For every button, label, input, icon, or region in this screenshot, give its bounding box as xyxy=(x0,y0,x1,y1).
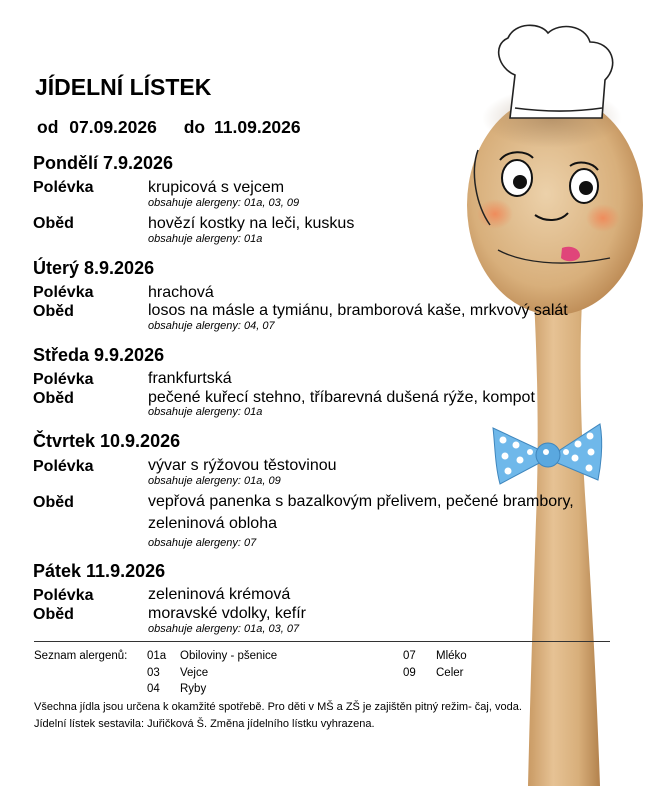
lunch-allergens: obsahuje alergeny: 07 xyxy=(148,537,257,549)
lunch-name: moravské vdolky, kefír xyxy=(148,605,306,622)
date-range xyxy=(37,117,301,138)
lunch-name: losos na másle a tymiánu, bramborová kaše, mrkvový salát xyxy=(148,302,568,319)
soup-label: Polévka xyxy=(33,371,94,388)
allergen-list-label: Seznam alergenů: xyxy=(34,650,128,662)
soup-label: Polévka xyxy=(33,458,94,475)
note-author: Jídelní lístek sestavila: Juřičková Š. Změna jídelního lístku vyhrazena. xyxy=(34,718,375,730)
lunch-label: Oběd xyxy=(33,303,74,320)
soup-name: hrachová xyxy=(148,284,214,301)
soup-allergens: obsahuje alergeny: 01a, 03, 09 xyxy=(148,197,300,209)
lunch-name: hovězí kostky na leči, kuskus xyxy=(148,215,355,232)
lunch-label: Oběd xyxy=(33,494,74,511)
lunch-label: Oběd xyxy=(33,606,74,623)
date-to-label: do xyxy=(183,117,206,137)
allergen-code: 04 xyxy=(147,683,160,695)
lunch-allergens: obsahuje alergeny: 01a, 03, 07 xyxy=(148,623,300,635)
soup-allergens: obsahuje alergeny: 01a, 09 xyxy=(148,475,281,487)
date-from: 07.09.2026 xyxy=(69,117,157,137)
soup-name: vývar s rýžovou těstovinou xyxy=(148,457,337,474)
soup-name: krupicová s vejcem xyxy=(148,179,285,196)
allergen-name: Obiloviny - pšenice xyxy=(180,650,278,662)
soup-label: Polévka xyxy=(33,179,94,196)
lunch-label: Oběd xyxy=(33,215,74,232)
soup-name: zeleninová krémová xyxy=(148,586,291,603)
lunch-allergens: obsahuje alergeny: 01a xyxy=(148,233,263,245)
lunch-allergens: obsahuje alergeny: 01a xyxy=(148,406,263,418)
day-heading: Pátek 11.9.2026 xyxy=(33,561,166,581)
divider xyxy=(34,641,610,642)
day-heading: Pondělí 7.9.2026 xyxy=(33,153,174,173)
allergen-code: 09 xyxy=(403,667,416,679)
page-title: JÍDELNÍ LÍSTEK xyxy=(35,74,212,100)
lunch-name: pečené kuřecí stehno, tříbarevná dušená rýže, kompot xyxy=(148,389,535,406)
note-consumption: Všechna jídla jsou určena k okamžité spotřebě. Pro děti v MŠ a ZŠ je zajištěn pitný režim- čaj, voda. xyxy=(34,701,522,713)
allergen-name: Ryby xyxy=(180,683,207,695)
soup-name: frankfurtská xyxy=(148,370,232,387)
day-heading: Středa 9.9.2026 xyxy=(33,345,165,365)
soup-label: Polévka xyxy=(33,587,94,604)
date-from-label: od xyxy=(37,117,59,137)
lunch-name: vepřová panenka s bazalkovým přelivem, pečené brambory, xyxy=(148,493,574,510)
allergen-name: Celer xyxy=(436,667,464,679)
allergen-code: 03 xyxy=(147,667,160,679)
date-to: 11.09.2026 xyxy=(214,117,301,137)
allergen-code: 01a xyxy=(147,650,167,662)
allergen-name: Vejce xyxy=(180,667,209,679)
allergen-name: Mléko xyxy=(436,650,467,662)
day-heading: Úterý 8.9.2026 xyxy=(33,258,155,278)
lunch-name-continued: zeleninová obloha xyxy=(148,515,277,532)
allergen-code: 07 xyxy=(403,650,416,662)
lunch-allergens: obsahuje alergeny: 04, 07 xyxy=(148,320,275,332)
soup-label: Polévka xyxy=(33,284,94,301)
day-heading: Čtvrtek 10.9.2026 xyxy=(33,431,181,451)
lunch-label: Oběd xyxy=(33,390,74,407)
